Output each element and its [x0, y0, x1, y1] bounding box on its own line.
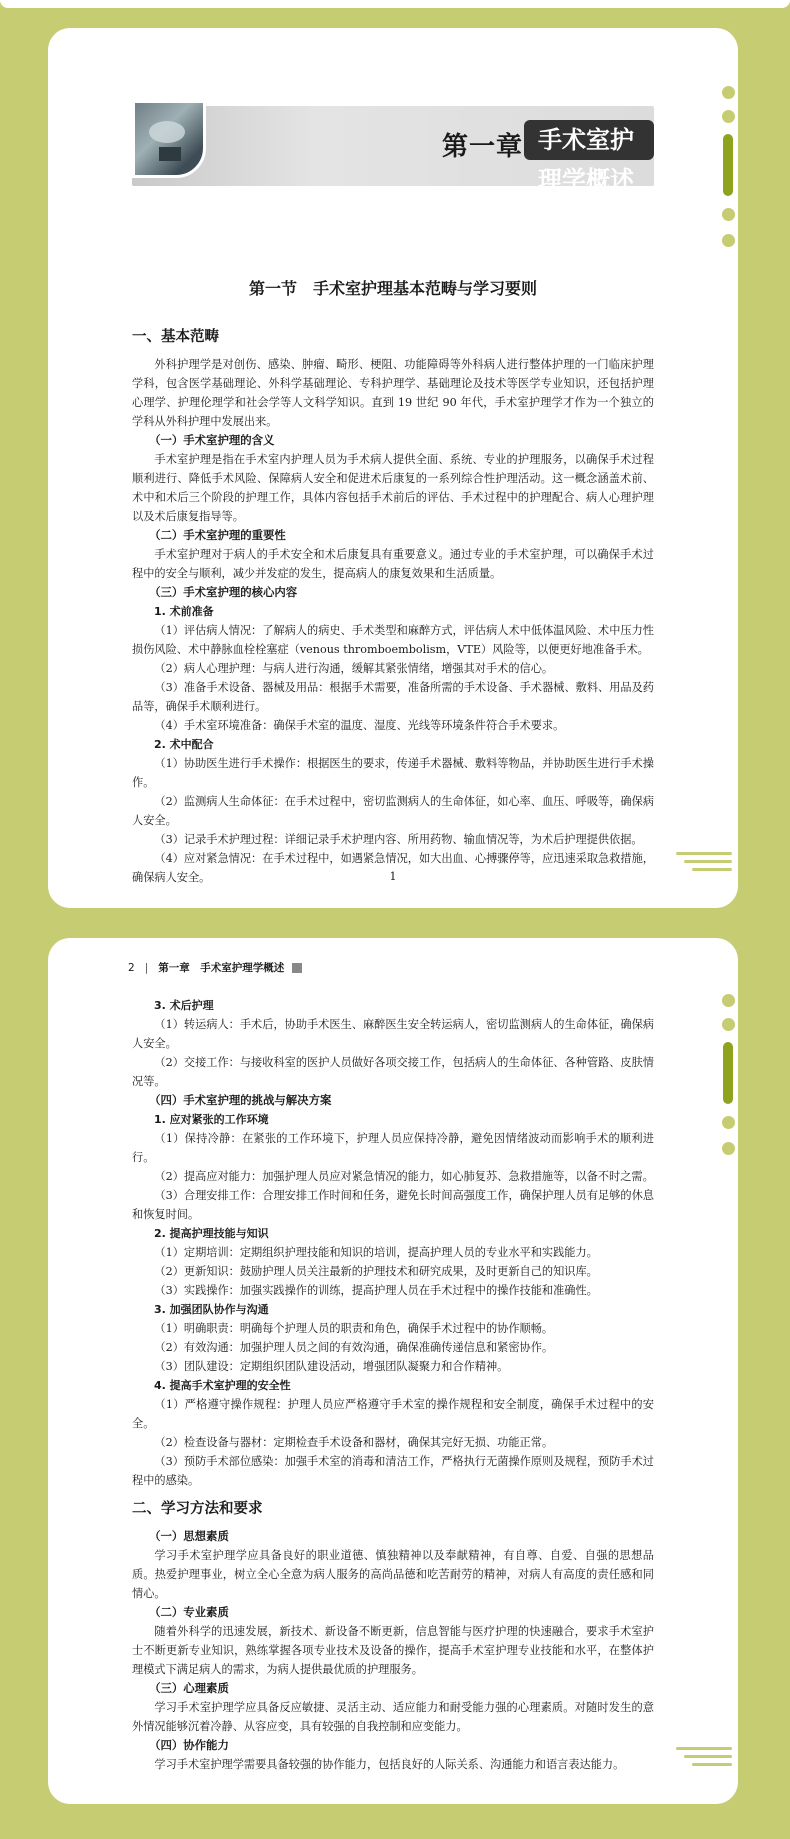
body-paragraph: 外科护理学是对创伤、感染、肿瘤、畸形、梗阻、功能障碍等外科病人进行整体护理的一门临床护理学科，包含医学基础理论、外科学基础理论、专科护理学、基础理论及技术等医学专业知识，还包括护理心理学、护理伦理学和社会学等人文科学知识。直到 19 世纪 90 年代，手术室护理学才作为一个独立的学科从外科护理中发展出来。 — [132, 358, 654, 428]
decor-dot — [722, 234, 735, 247]
section-heading: 一、基本范畴 — [132, 329, 219, 345]
decor-dot — [722, 86, 735, 99]
running-head-page-number: 2 — [128, 962, 135, 974]
topic-heading: 2. 提高护理技能与知识 — [154, 1227, 269, 1240]
section-title: 第一节 手术室护理基本范畴与学习要则 — [248, 279, 537, 298]
subsection-heading: （二）手术室护理的重要性 — [149, 528, 286, 542]
list-item: （3）记录手术护理过程：详细记录手术护理内容、所用药物、输血情况等，为术后护理提供依据。 — [154, 833, 643, 846]
list-item: （3）实践操作：加强实践操作的训练，提高护理人员在手术过程中的操作技能和准确性。 — [154, 1284, 598, 1297]
subsection-heading: （三）心理素质 — [149, 1681, 229, 1695]
list-item: （1）保持冷静：在紧张的工作环境下，护理人员应保持冷静，避免因情绪波动而影响手术的顺利进行。 — [132, 1132, 654, 1164]
body-paragraph: 手术室护理是指在手术室内护理人员为手术病人提供全面、系统、专业的护理服务，以确保手术过程顺利进行、降低手术风险、保障病人安全和促进术后康复的一系列综合性护理活动。这一概念涵盖术前、术中和术后三个阶段的护理工作，具体内容包括手术前后的评估、手术过程中的护理配合、病人心理护理以及术后康复指导等。 — [132, 453, 654, 523]
chapter-banner — [132, 106, 654, 194]
decor-dot — [722, 994, 735, 1007]
decor-bar — [723, 1042, 733, 1104]
decor-dot — [722, 110, 735, 123]
topic-heading: 1. 术前准备 — [154, 605, 214, 618]
running-head — [128, 960, 302, 975]
topic-heading: 2. 术中配合 — [154, 738, 214, 751]
book-page-1 — [48, 28, 738, 908]
list-item: （2）检查设备与器材：定期检查手术设备和器材，确保其完好无损、功能正常。 — [154, 1436, 554, 1449]
body-paragraph: 学习手术室护理学应具备良好的职业道德、慎独精神以及奉献精神，有自尊、自爱、自强的思想品质。热爱护理事业，树立全心全意为病人服务的高尚品德和吃苦耐劳的精神，对病人有高度的责任感和同情心。 — [132, 1549, 654, 1600]
list-item: （2）交接工作：与接收科室的医护人员做好各项交接工作，包括病人的生命体征、各种管路、皮肤情况等。 — [132, 1056, 654, 1088]
running-head-separator: | — [144, 962, 149, 974]
book-page-2 — [48, 938, 738, 1804]
list-item: （2）监测病人生命体征：在手术过程中，密切监测病人的生命体征，如心率、血压、呼吸等，确保病人安全。 — [132, 795, 654, 827]
subsection-heading: （一）手术室护理的含义 — [149, 433, 275, 447]
subsection-heading: （二）专业素质 — [149, 1605, 229, 1619]
body-paragraph: 学习手术室护理学需要具备较强的协作能力，包括良好的人际关系、沟通能力和语言表达能力。 — [154, 1758, 625, 1771]
body-paragraph: 随着外科学的迅速发展，新技术、新设备不断更新，信息智能与医疗护理的快速融合，要求手术室护士不断更新专业知识，熟练掌握各项专业技术及设备的操作，提高手术室护理专业技能和水平，在整体护理模式下满足病人的需求，为病人提供最优质的护理服务。 — [132, 1625, 654, 1676]
previous-page-edge — [0, 0, 790, 8]
topic-heading: 3. 术后护理 — [154, 999, 214, 1012]
list-item: （3）团队建设：定期组织团队建设活动，增强团队凝聚力和合作精神。 — [154, 1360, 509, 1373]
topic-heading: 3. 加强团队协作与沟通 — [154, 1303, 269, 1316]
list-item: （4）应对紧急情况：在手术过程中，如遇紧急情况，如大出血、心搏骤停等，应迅速采取急救措施，确保病人安全。 — [132, 852, 654, 884]
running-head-title: 第一章 手术室护理学概述 — [158, 962, 285, 974]
list-item: （1）协助医生进行手术操作：根据医生的要求，传递手术器械、敷料等物品，并协助医生进行手术操作。 — [132, 757, 654, 789]
section-heading: 二、学习方法和要求 — [132, 1501, 263, 1517]
page-2-body — [132, 996, 654, 1774]
list-item: （4）手术室环境准备：确保手术室的温度、湿度、光线等环境条件符合手术要求。 — [154, 719, 565, 732]
body-paragraph: 手术室护理对于病人的手术安全和术后康复具有重要意义。通过专业的手术室护理，可以确保手术过程中的安全与顺利，减少并发症的发生，提高病人的康复效果和生活质量。 — [132, 548, 654, 580]
list-item: （3）合理安排工作：合理安排工作时间和任务，避免长时间高强度工作，确保护理人员有足够的休息和恢复时间。 — [132, 1189, 654, 1221]
subsection-heading: （三）手术室护理的核心内容 — [149, 585, 298, 599]
chapter-title: 手术室护理学概述 — [524, 120, 654, 160]
page-1-body — [132, 318, 654, 887]
subsection-heading: （四）协作能力 — [149, 1738, 229, 1752]
page-2-corner-lines — [676, 1747, 732, 1771]
page-1-corner-lines — [676, 852, 732, 876]
list-item: （1）定期培训：定期组织护理技能和知识的培训，提高护理人员的专业水平和实践能力。 — [154, 1246, 598, 1259]
chapter-number: 第一章 — [442, 132, 524, 162]
topic-heading: 1. 应对紧张的工作环境 — [154, 1113, 269, 1126]
list-item: （1）严格遵守操作规程：护理人员应严格遵守手术室的操作规程和安全制度，确保手术过程中的安全。 — [132, 1398, 654, 1430]
list-item: （3）准备手术设备、器械及用品：根据手术需要，准备所需的手术设备、手术器械、敷料、用品及药品等，确保手术顺利进行。 — [132, 681, 654, 713]
list-item: （1）评估病人情况：了解病人的病史、手术类型和麻醉方式，评估病人术中低体温风险、术中压力性损伤风险、术中静脉血栓栓塞症（venous thromboembolism，VTE）风险等，以便更好地准备手术。 — [132, 624, 654, 656]
topic-heading: 4. 提高手术室护理的安全性 — [154, 1379, 291, 1392]
list-item: （1）明确职责：明确每个护理人员的职责和角色，确保手术过程中的协作顺畅。 — [154, 1322, 554, 1335]
operating-room-photo — [132, 100, 206, 178]
list-item: （1）转运病人：手术后，协助手术医生、麻醉医生安全转运病人，密切监测病人的生命体征，确保病人安全。 — [132, 1018, 654, 1050]
page-number: 1 — [389, 870, 397, 883]
decor-dot — [722, 208, 735, 221]
decor-dot — [722, 1142, 735, 1155]
body-paragraph: 学习手术室护理学应具备反应敏捷、灵活主动、适应能力和耐受能力强的心理素质。对随时发生的意外情况能够沉着冷静、从容应变，具有较强的自我控制和应变能力。 — [132, 1701, 654, 1733]
subsection-heading: （一）思想素质 — [149, 1529, 229, 1543]
running-head-mark-icon — [292, 963, 302, 973]
list-item: （2）提高应对能力：加强护理人员应对紧急情况的能力，如心肺复苏、急救措施等，以备不时之需。 — [154, 1170, 654, 1183]
decor-bar — [723, 134, 733, 196]
decor-dot — [722, 1116, 735, 1129]
list-item: （3）预防手术部位感染：加强手术室的消毒和清洁工作，严格执行无菌操作原则及规程，预防手术过程中的感染。 — [132, 1455, 654, 1487]
list-item: （2）病人心理护理：与病人进行沟通，缓解其紧张情绪，增强其对手术的信心。 — [154, 662, 554, 675]
list-item: （2）有效沟通：加强护理人员之间的有效沟通，确保准确传递信息和紧密协作。 — [154, 1341, 554, 1354]
subsection-heading: （四）手术室护理的挑战与解决方案 — [149, 1093, 332, 1107]
decor-dot — [722, 1018, 735, 1031]
list-item: （2）更新知识：鼓励护理人员关注最新的护理技术和研究成果，及时更新自己的知识库。 — [154, 1265, 598, 1278]
